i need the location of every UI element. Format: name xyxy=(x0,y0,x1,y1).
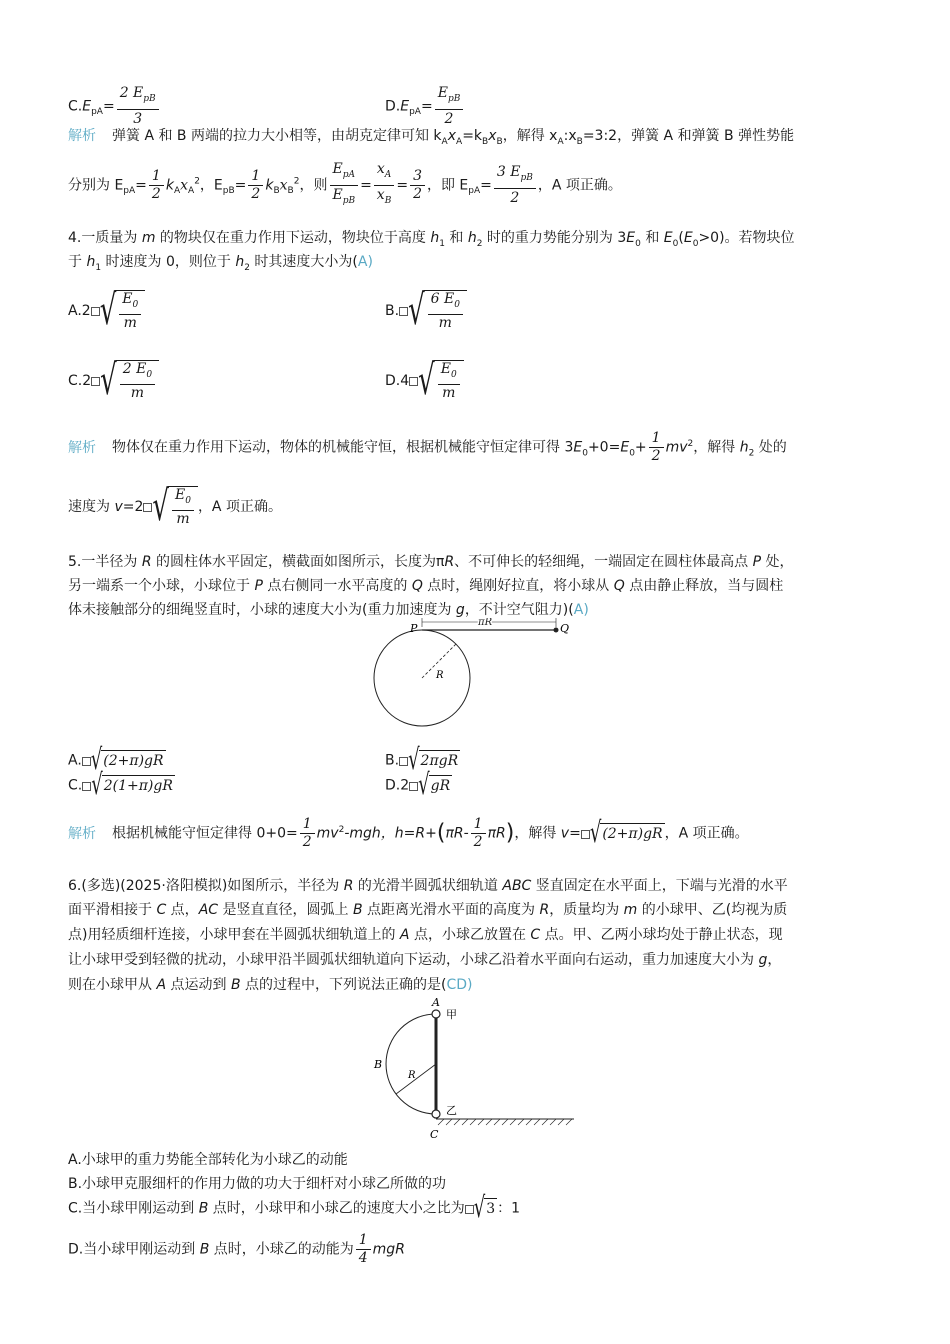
equals: = xyxy=(480,177,492,194)
text: ，解得 x xyxy=(502,128,558,144)
q3-option-c[interactable] xyxy=(68,84,161,129)
q5-option-b[interactable]: B. √ 2πgR xyxy=(385,742,459,777)
q5-stem-line1: 5.一半径为 R 的圆柱体水平固定，横截面如图所示，长度为πR、不可伸长的轻细绳，一端固定在圆柱体最高点 P 处， xyxy=(68,554,794,570)
semicircle-track-figure xyxy=(360,996,580,1142)
label-R: R xyxy=(436,670,444,681)
label-B: B xyxy=(374,1058,383,1071)
fraction xyxy=(494,163,536,208)
subscript: pB xyxy=(222,186,235,197)
cylinder-rope-figure xyxy=(370,618,580,730)
numerator: E xyxy=(437,85,448,101)
subscript: pB xyxy=(143,93,156,104)
sqrt: √ $\frac{E_0}{m}$ xyxy=(409,360,464,402)
equals: = xyxy=(135,177,147,194)
subscript: A xyxy=(456,136,463,147)
subscript: B xyxy=(287,186,294,197)
subscript: A xyxy=(173,186,181,197)
q5-analysis: 解析 根据机械能守恒定律得 0+0= $\frac{1}{2}$ $mv^2$-mgh，h=R+(πR- $\frac{1}{2}$ πR)，解得 v= √ (2+π)gR ，A 项正确。 xyxy=(68,815,749,850)
text: 弹簧 A 和 B 两端的拉力大小相等，由胡克定律可知 k xyxy=(112,128,442,144)
subscript: pB xyxy=(447,93,461,104)
answer-key: A xyxy=(357,254,368,270)
semicircle-track xyxy=(386,1014,436,1114)
subscript: B xyxy=(384,195,392,206)
symbol: k xyxy=(165,177,174,194)
label-jia: 甲 xyxy=(446,1008,457,1021)
sqrt: √ $\frac{6 E_0}{m}$ xyxy=(399,290,467,332)
denominator: 2 xyxy=(444,110,454,127)
q6-stem-line2: 面平滑相接于 C 点，AC 是竖直直径，圆弧上 B 点距离光滑水平面的高度为 R，质量均为 m 的小球甲、乙(均视为质 xyxy=(68,902,788,918)
subscript: A xyxy=(384,169,392,180)
q5-stem-line2: 另一端系一个小球，小球位于 P 点右侧同一水平高度的 Q 点时，绳刚好拉直，将小球从 Q 点由静止释放，当与圆柱 xyxy=(68,578,784,594)
ground-hatch xyxy=(438,1119,572,1125)
subscript: pA xyxy=(342,169,355,180)
q6-option-a[interactable]: A.小球甲的重力势能全部转化为小球乙的动能 xyxy=(68,1152,348,1168)
q4-option-d[interactable]: D.4 √ $\frac{E_0}{m}$ xyxy=(385,360,464,402)
ball-yi xyxy=(432,1110,440,1118)
denominator: 2 xyxy=(510,189,520,206)
fraction: $\frac{x_A}{x_B}$ xyxy=(374,160,395,211)
q4-stem-line2: 于 $h_1$ 时速度为 0，则位于 $h_2$ 时其速度大小为(A) xyxy=(68,254,373,273)
symbol: x xyxy=(488,128,497,144)
subscript: pA xyxy=(91,107,103,118)
subscript: B xyxy=(482,136,489,147)
q4-option-b[interactable]: B. √ $\frac{6 E_0}{m}$ xyxy=(385,290,467,332)
equals: = xyxy=(396,177,409,194)
denominator: 2 xyxy=(151,185,161,202)
sqrt: √ $\frac{E_0}{m}$ xyxy=(91,290,146,332)
q5-stem-line3: 体未接触部分的细绳竖直时，小球的速度大小为(重力加速度为 g，不计空气阻力)(A) xyxy=(68,602,589,618)
fraction xyxy=(117,84,159,129)
analysis-tag: 解析 xyxy=(68,825,96,842)
label-R: R xyxy=(408,1070,416,1081)
text: ，即 E xyxy=(426,177,469,194)
subscript: pA xyxy=(123,186,136,197)
text: =k xyxy=(462,128,483,144)
label-A: A xyxy=(432,996,440,1009)
numerator: 1 xyxy=(248,168,263,186)
symbol: k xyxy=(265,177,274,194)
label-yi: 乙 xyxy=(446,1104,457,1117)
answer-key: CD xyxy=(446,977,468,993)
symbol: E xyxy=(82,98,92,115)
q4-option-c[interactable]: C.2 √ $\frac{2 E_0}{m}$ xyxy=(68,360,159,402)
q5-option-a[interactable]: A. √ (2+π)gR xyxy=(68,742,164,777)
symbol: x xyxy=(447,128,457,144)
subscript: pB xyxy=(342,195,356,206)
answer-key: A xyxy=(573,602,584,618)
ball-jia xyxy=(432,1010,440,1018)
analysis-tag: 解析 xyxy=(68,439,96,456)
denominator: 2 xyxy=(413,185,422,202)
subscript: pA xyxy=(468,186,481,197)
subscript: pB xyxy=(520,172,533,183)
symbol: x xyxy=(180,177,189,194)
equals: = xyxy=(102,98,115,115)
subscript: A xyxy=(441,136,448,147)
text: =3:2，弹簧 A 和弹簧 B 弹性势能 xyxy=(582,128,795,144)
option-label: C. xyxy=(68,98,83,115)
superscript: 2 xyxy=(293,176,300,187)
q5-option-d[interactable]: D.2 √ gR xyxy=(385,767,451,802)
subscript: A xyxy=(188,186,195,197)
fraction: $\frac{E_{pA}}{E_{pB}}$ xyxy=(329,160,358,211)
ball xyxy=(554,628,559,633)
radius-line xyxy=(396,1064,436,1094)
analysis-tag: 解析 xyxy=(68,128,96,144)
text: :x xyxy=(563,128,577,144)
fraction xyxy=(410,168,425,203)
numerator: 2 E xyxy=(119,85,144,101)
fraction xyxy=(435,84,464,129)
text: ，则 xyxy=(299,177,328,194)
label-Q: Q xyxy=(560,622,570,635)
q3-analysis-line2: 分别为 $E_{pA}=$ $\frac{1}{2}$ $k_Ax_A^2$，$E_{pB}=$ $\frac{1}{2}$ $k_Bx_B^2$，则 $\frac{E_{pA}}{E_{pB}}$ = $\frac{x_A}{x_B}$ = $\frac{3}{2}$ ，即 $E_{pA}=$ $\frac{3 E_{pB}}{2}$ ，A 项正确。 xyxy=(68,160,622,211)
q6-stem-line4: 让小球甲受到轻微的扰动，小球甲沿半圆弧状细轨道向下运动，小球乙沿着水平面向右运动，重力加速度大小为 g， xyxy=(68,952,782,968)
label-P: P xyxy=(410,622,418,635)
superscript: 2 xyxy=(194,176,200,187)
symbol: E xyxy=(400,98,410,115)
subscript: A xyxy=(557,136,564,147)
label-C: C xyxy=(430,1128,439,1141)
text: ， xyxy=(199,177,214,194)
subscript: pA xyxy=(409,107,421,118)
fraction xyxy=(149,168,164,203)
subscript: B xyxy=(273,186,280,197)
q6-stem-line3: 点)用轻质细杆连接，小球甲套在半圆弧状细轨道上的 A 点，小球乙放置在 C 点。甲、乙两小球均处于静止状态，现 xyxy=(68,927,783,943)
q4-analysis-line1: 解析 物体仅在重力作用下运动，物体的机械能守恒，根据机械能守恒定律可得 $3E_0+0=E_0+$ $\frac{1}{2}$ $mv^2$，解得 $h_2$ 处的 xyxy=(68,430,787,464)
subscript: B xyxy=(496,136,503,147)
option-label: D. xyxy=(385,98,401,115)
q4-stem-line1: 4.一质量为 m 的物块仅在重力作用下运动，物块位于高度 $h_1$ 和 $h_2$ 时的重力势能分别为 $3E_0$ 和 $E_0(E_0>0)$。若物块位 xyxy=(68,230,795,249)
q3-analysis-line1 xyxy=(68,126,794,152)
denominator: 3 xyxy=(133,110,143,127)
sqrt: √ $\frac{2 E_0}{m}$ xyxy=(91,360,159,402)
symbol: x xyxy=(279,177,288,194)
q6-stem-line5: 则在小球甲从 A 点运动到 B 点的过程中，下列说法正确的是(CD) xyxy=(68,977,473,993)
q6-option-c[interactable]: C.当小球甲刚运动到 B 点时，小球甲和小球乙的速度大小之比为 √ 3 ：1 xyxy=(68,1190,521,1225)
numerator: 1 xyxy=(149,168,164,186)
text: 分别为 E xyxy=(68,177,124,194)
q3-option-d[interactable] xyxy=(385,84,465,129)
equals: = xyxy=(234,177,247,194)
q4-option-a[interactable]: A.2 √ $\frac{E_0}{m}$ xyxy=(68,290,145,332)
numerator: 3 E xyxy=(496,163,521,180)
subscript: B xyxy=(576,136,583,147)
denominator: 2 xyxy=(251,185,261,202)
q5-option-c[interactable]: C. √ 2(1+π)gR xyxy=(68,767,173,802)
q6-option-b[interactable]: B.小球甲克服细杆的作用力做的功大于细杆对小球乙所做的功 xyxy=(68,1176,447,1192)
numerator: 3 xyxy=(410,168,425,186)
q4-analysis-line2: 速度为 v=2 √ $\frac{E_0}{m}$ ，A 项正确。 xyxy=(68,482,282,531)
equals: = xyxy=(360,177,372,194)
q6-stem-line1: 6.(多选)(2025·洛阳模拟)如图所示，半径为 R 的光滑半圆弧状细轨道 ABC 竖直固定在水平面上，下端与光滑的水平 xyxy=(68,878,788,894)
label-piR: πR xyxy=(478,618,493,628)
text: ，A 项正确。 xyxy=(537,177,622,194)
fraction xyxy=(248,168,263,203)
q6-option-d[interactable]: D.当小球甲刚运动到 B 点时，小球乙的动能为 $\frac{1}{4}$ mgR xyxy=(68,1232,405,1266)
equals: = xyxy=(420,98,433,115)
